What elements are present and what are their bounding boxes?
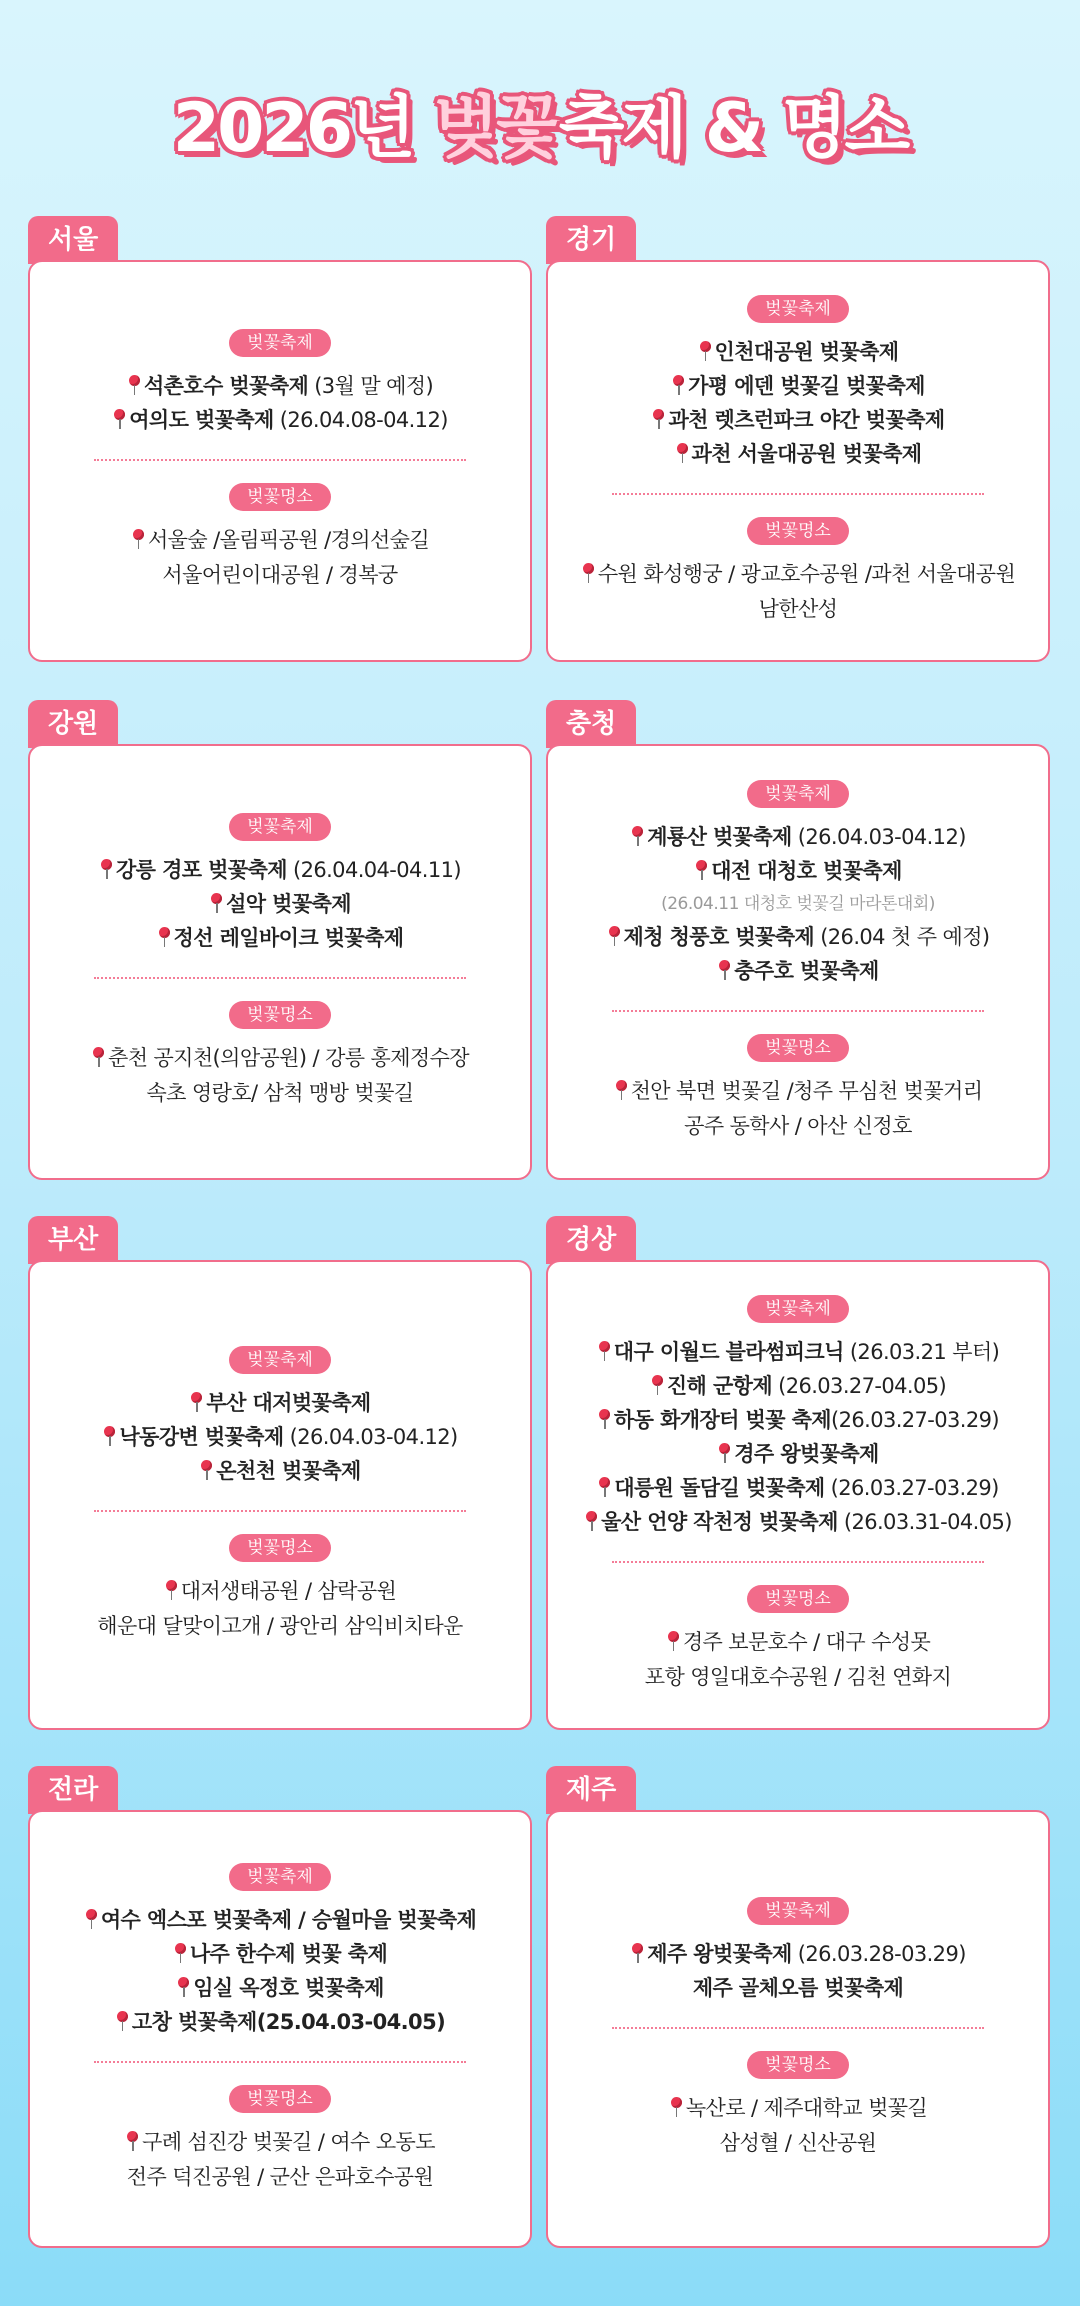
- page-title: [0, 74, 1080, 168]
- festival-date: (26.03.31-04.05): [837, 1510, 1012, 1534]
- spot-item: [684, 1109, 912, 1144]
- festival-date: (26.04.03-04.12): [283, 1425, 458, 1449]
- festival-item: [651, 403, 944, 437]
- festival-badge: 벚꽃축제: [747, 1295, 849, 1323]
- festival-section: [548, 295, 1048, 471]
- spots-section: [30, 1001, 530, 1111]
- spot-item: [669, 2091, 927, 2126]
- spot-text: 녹산로 / 제주대학교 벚꽃길: [685, 2096, 928, 2120]
- spot-text: 삼성혈 / 신산공원: [719, 2131, 877, 2155]
- spots-badge: 벚꽃명소: [747, 1585, 849, 1613]
- festival-date: (26.04 첫 주 예정): [814, 925, 990, 949]
- title-highlight: 벚꽃: [433, 89, 559, 168]
- pin-icon: [650, 1375, 664, 1395]
- pin-icon: [597, 1341, 611, 1361]
- spots-section: [30, 2085, 530, 2195]
- festival-badge: 벚꽃축제: [229, 329, 331, 357]
- festival-name: 과천 렛츠런파크 야간 벚꽃축제: [668, 408, 945, 432]
- festival-item: [157, 921, 404, 955]
- pin-icon: [630, 826, 644, 846]
- region-tab: 서울: [28, 216, 118, 264]
- festival-item: [597, 1403, 999, 1437]
- spots-badge: 벚꽃명소: [229, 1001, 331, 1029]
- spot-item: [146, 1076, 413, 1111]
- region-tab: 제주: [546, 1766, 636, 1814]
- festival-name: 계룡산 벚꽃축제: [647, 825, 792, 849]
- festival-item: [209, 887, 351, 921]
- spots-badge: 벚꽃명소: [747, 1034, 849, 1062]
- festival-name: 진해 군항제: [666, 1374, 773, 1398]
- festival-item: [99, 853, 461, 887]
- festival-name: 낙동강변 벚꽃축제: [119, 1425, 284, 1449]
- spot-text: 공주 동학사 / 아산 신정호: [684, 1114, 912, 1138]
- section-divider: [94, 977, 466, 979]
- pin-icon: [125, 2131, 139, 2151]
- region-tab: 경기: [546, 216, 636, 264]
- festival-item: [102, 1420, 457, 1454]
- region-jeju: [546, 1766, 1050, 2248]
- festival-item: [115, 2005, 445, 2039]
- pin-icon: [157, 927, 171, 947]
- festival-name: 온천천 벚꽃축제: [216, 1459, 361, 1483]
- pin-icon: [607, 926, 621, 946]
- spot-text: 포항 영일대호수공원 / 김천 연화지: [644, 1665, 952, 1689]
- festival-name: 나주 한수제 벚꽃 축제: [189, 1942, 388, 1966]
- section-divider: [612, 1561, 984, 1563]
- pin-icon: [112, 409, 126, 429]
- pin-icon: [671, 375, 685, 395]
- festival-item: [597, 1335, 999, 1369]
- region-tab: 경상: [546, 1216, 636, 1264]
- pin-icon: [115, 2011, 129, 2031]
- section-divider: [94, 459, 466, 461]
- festival-date: (26.03.21 부터): [843, 1340, 1000, 1364]
- spot-item: [614, 1074, 983, 1109]
- pin-icon: [630, 1943, 644, 1963]
- spot-item: [645, 1660, 951, 1695]
- festival-name: 고창 벚꽃축제(25.04.03-04.05): [131, 2010, 446, 2034]
- spot-item: [720, 2126, 876, 2161]
- festival-section: [30, 1863, 530, 2039]
- festival-item: [671, 369, 925, 403]
- section-divider: [612, 2027, 984, 2029]
- region-tab: 강원: [28, 700, 118, 748]
- festival-item: [189, 1386, 370, 1420]
- pin-icon: [127, 375, 141, 395]
- festival-item: [717, 1437, 879, 1471]
- region-chungcheong: [546, 700, 1050, 1180]
- section-divider: [612, 1010, 984, 1012]
- region-tab: 전라: [28, 1766, 118, 1814]
- festival-section: [548, 780, 1048, 988]
- festival-name: 경주 왕벚꽃축제: [734, 1442, 879, 1466]
- pin-icon: [99, 859, 113, 879]
- festival-section: [548, 1897, 1048, 2005]
- region-box: [28, 1260, 532, 1730]
- pin-icon: [698, 341, 712, 361]
- spot-item: [125, 2125, 435, 2160]
- section-divider: [94, 1510, 466, 1512]
- region-tab: 충청: [546, 700, 636, 748]
- region-box: [28, 260, 532, 662]
- festival-date: (26.04.03-04.12): [791, 825, 966, 849]
- spot-text: 경주 보문호수 / 대구 수성못: [682, 1630, 931, 1654]
- festival-badge: 벚꽃축제: [747, 780, 849, 808]
- spots-section: [548, 2051, 1048, 2161]
- festival-badge: 벚꽃축제: [747, 1897, 849, 1925]
- festival-item: [650, 1369, 946, 1403]
- spot-text: 서울어린이대공원 / 경복궁: [162, 563, 398, 587]
- region-gangwon: [28, 700, 532, 1180]
- spot-item: [127, 2160, 433, 2195]
- festival-name: 제주 골체오름 벚꽃축제: [692, 1976, 904, 2000]
- region-tab: 부산: [28, 1216, 118, 1264]
- festival-name: 정선 레일바이크 벚꽃축제: [173, 926, 404, 950]
- region-box: [546, 260, 1050, 662]
- festival-section: [30, 813, 530, 955]
- pin-icon: [173, 1943, 187, 1963]
- region-box: [546, 1810, 1050, 2248]
- pin-icon: [614, 1080, 628, 1100]
- pin-icon: [84, 1909, 98, 1929]
- pin-icon: [717, 960, 731, 980]
- region-box: [546, 1260, 1050, 1730]
- festival-name: 부산 대저벚꽃축제: [206, 1391, 371, 1415]
- section-divider: [94, 2061, 466, 2063]
- spot-item: [97, 1609, 462, 1644]
- spot-item: [91, 1041, 469, 1076]
- festival-note: (26.04.11 대청호 벚꽃길 마라톤대회): [661, 894, 935, 914]
- section-divider: [612, 493, 984, 495]
- pin-icon: [189, 1392, 203, 1412]
- festival-name: 울산 언양 작천정 벚꽃축제: [601, 1510, 838, 1534]
- festival-item: [199, 1454, 361, 1488]
- festival-date: (26.04.08-04.12): [273, 408, 448, 432]
- spot-text: 대저생태공원 / 삼락공원: [180, 1579, 397, 1603]
- festival-name: 제주 왕벚꽃축제: [647, 1942, 792, 1966]
- spots-section: [548, 1585, 1048, 1695]
- festival-name: 여수 엑스포 벚꽃축제 / 승월마을 벚꽃축제: [100, 1908, 477, 1932]
- spot-item: [162, 558, 397, 593]
- festival-item: [173, 1937, 387, 1971]
- festival-name: 대전 대청호 벚꽃축제: [711, 859, 902, 883]
- festival-name: 제청 청풍호 벚꽃축제: [623, 925, 815, 949]
- title-part2: 축제 & 명소: [558, 89, 908, 168]
- festival-item: [584, 1505, 1012, 1539]
- spots-section: [30, 1534, 530, 1644]
- region-box: [28, 1810, 532, 2248]
- spots-section: [548, 517, 1048, 627]
- festival-badge: 벚꽃축제: [747, 295, 849, 323]
- spots-section: [548, 1034, 1048, 1144]
- festival-name: 하동 화개장터 벚꽃 축제: [614, 1408, 831, 1432]
- pin-icon: [597, 1409, 611, 1429]
- region-seoul: [28, 216, 532, 666]
- spots-badge: 벚꽃명소: [747, 517, 849, 545]
- pin-icon: [209, 893, 223, 913]
- festival-item: [176, 1971, 384, 2005]
- festival-section: [30, 329, 530, 437]
- region-gyeonggi: [546, 216, 1050, 666]
- spots-badge: 벚꽃명소: [229, 483, 331, 511]
- festival-date: (26.03.27-03.29): [831, 1408, 999, 1432]
- spots-badge: 벚꽃명소: [747, 2051, 849, 2079]
- pin-icon: [651, 409, 665, 429]
- spots-section: [30, 483, 530, 593]
- festival-item: [698, 335, 899, 369]
- spot-text: 속초 영랑호/ 삼척 맹방 벚꽃길: [146, 1081, 414, 1105]
- festival-name: 대구 이월드 블라썸피크닉: [613, 1340, 844, 1364]
- region-box: [28, 744, 532, 1180]
- pin-icon: [131, 529, 145, 549]
- spot-text: 해운대 달맞이고개 / 광안리 삼익비치타운: [97, 1614, 463, 1638]
- festival-item: [112, 403, 448, 437]
- pin-icon: [91, 1047, 105, 1067]
- region-jeolla: [28, 1766, 532, 2248]
- region-box: [546, 744, 1050, 1180]
- spot-text: 전주 덕진공원 / 군산 은파호수공원: [126, 2165, 434, 2189]
- festival-name: 대릉원 돌담길 벚꽃축제: [614, 1476, 825, 1500]
- pin-icon: [675, 443, 689, 463]
- region-gyeongsang: [546, 1216, 1050, 1732]
- festival-item: [84, 1903, 476, 1937]
- festival-badge: 벚꽃축제: [229, 1863, 331, 1891]
- festival-date: (26.04.04-04.11): [286, 858, 461, 882]
- pin-icon: [176, 1977, 190, 1997]
- festival-item: [694, 854, 902, 888]
- pin-icon: [717, 1443, 731, 1463]
- spot-item: [581, 557, 1015, 592]
- festival-name: 충주호 벚꽃축제: [734, 959, 879, 983]
- festival-item: [717, 954, 879, 988]
- spot-item: [759, 592, 838, 627]
- festival-name: 임실 옥정호 벚꽃축제: [193, 1976, 384, 2000]
- spot-text: 천안 북면 벚꽃길 /청주 무심천 벚꽃거리: [630, 1079, 983, 1103]
- festival-date: (26.03.28-03.29): [791, 1942, 966, 1966]
- pin-icon: [597, 1477, 611, 1497]
- pin-icon: [584, 1511, 598, 1531]
- festival-item: [127, 369, 433, 403]
- pin-icon: [199, 1460, 213, 1480]
- pin-icon: [102, 1426, 116, 1446]
- festival-item: [597, 1471, 998, 1505]
- spot-text: 수원 화성행궁 / 광교호수공원 /과천 서울대공원: [597, 562, 1016, 586]
- pin-icon: [164, 1580, 178, 1600]
- festival-section: [548, 1295, 1048, 1539]
- festival-name: 석촌호수 벚꽃축제: [143, 374, 309, 398]
- festival-name: 가평 에덴 벚꽃길 벚꽃축제: [688, 374, 925, 398]
- festival-badge: 벚꽃축제: [229, 1346, 331, 1374]
- spot-text: 구례 섬진강 벚꽃길 / 여수 오동도: [142, 2130, 435, 2154]
- spots-badge: 벚꽃명소: [229, 2085, 331, 2113]
- festival-section: [30, 1346, 530, 1488]
- spot-item: [666, 1625, 930, 1660]
- title-part1: 2026년: [172, 89, 434, 168]
- pin-icon: [669, 2097, 683, 2117]
- festival-name: 설악 벚꽃축제: [226, 892, 351, 916]
- spot-text: 춘천 공지천(의암공원) / 강릉 홍제정수장: [108, 1046, 469, 1070]
- spot-item: [131, 523, 429, 558]
- festival-name: 강릉 경포 벚꽃축제: [116, 858, 287, 882]
- spot-text: 서울숲 /올림픽공원 /경의선숲길: [147, 528, 430, 552]
- spot-item: [164, 1574, 397, 1609]
- pin-icon: [666, 1631, 680, 1651]
- festival-date: (26.03.27-04.05): [772, 1374, 947, 1398]
- region-busan: [28, 1216, 532, 1732]
- spot-text: 남한산성: [758, 597, 838, 621]
- festival-date: (26.03.27-03.29): [824, 1476, 999, 1500]
- festival-name: 과천 서울대공원 벚꽃축제: [691, 442, 922, 466]
- festival-name: 인천대공원 벚꽃축제: [714, 340, 899, 364]
- pin-icon: [694, 860, 708, 880]
- festival-item: [607, 920, 990, 954]
- festival-item: [630, 820, 966, 854]
- festival-badge: 벚꽃축제: [229, 813, 331, 841]
- festival-item: [630, 1937, 966, 1971]
- pin-icon: [581, 563, 595, 583]
- festival-name: 여의도 벚꽃축제: [129, 408, 274, 432]
- festival-item: [675, 437, 922, 471]
- spots-badge: 벚꽃명소: [229, 1534, 331, 1562]
- festival-date: (3월 말 예정): [308, 374, 434, 398]
- festival-item: [693, 1971, 903, 2005]
